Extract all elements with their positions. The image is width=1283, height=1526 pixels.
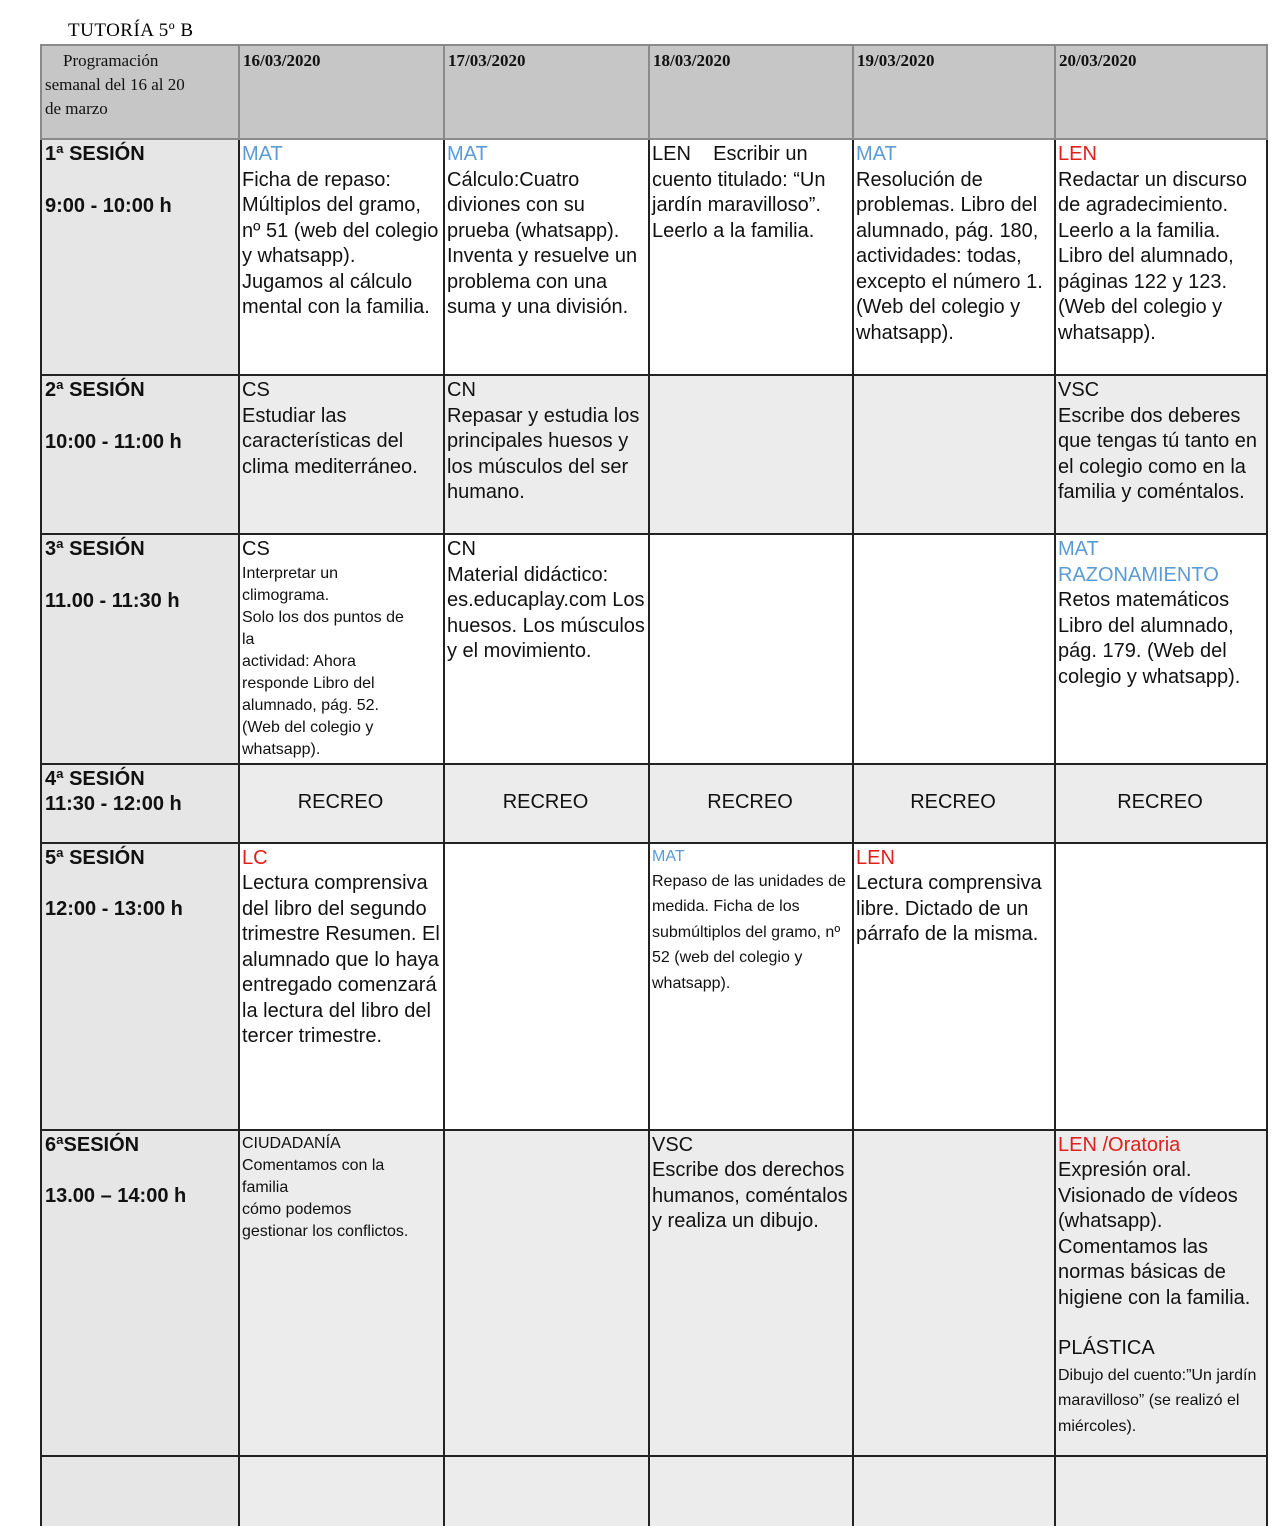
programacion-cell [41,45,239,139]
activity-cell [853,843,1055,1130]
activity-line: climograma. [242,586,330,604]
subject-label: LEN [652,143,691,165]
activity-cell-empty [853,1130,1055,1456]
empty-row [41,1456,1267,1526]
activity-cell-empty [1055,843,1267,1130]
date-header: 19/03/2020 [853,45,1055,139]
session-time: 13.00 – 14:00 h [45,1185,187,1207]
activity-cell [444,139,649,375]
subject-label: MAT [447,143,488,165]
activity-cell [1055,534,1267,764]
activity-text: Cálculo:Cuatro diviones con su prueba (whatsapp). Inventa y resuelve un problema con una suma y una división. [447,168,638,318]
activity-cell [239,843,444,1130]
session-name: 5ª SESIÓN [45,846,145,869]
subject-label: MAT RAZONAMIENTO [1058,538,1219,586]
subject-label: LEN [856,846,895,869]
activity-text: Dibujo del cuento:”Un jardín maravilloso” (se realizó el miércoles). [1058,1366,1257,1435]
recreo-label: RECREO [1055,764,1267,843]
activity-cell-empty [649,1456,853,1526]
session-row-recreo [41,764,1267,843]
weekly-schedule-table [40,44,1268,1526]
session-row [41,534,1267,764]
session-row [41,375,1267,534]
activity-cell-empty [444,1456,649,1526]
activity-cell-empty [649,534,853,764]
activity-cell-empty [239,1456,444,1526]
session-label-cell-empty [41,1456,239,1526]
activity-cell-empty [649,375,853,534]
activity-cell-empty [1055,1456,1267,1526]
activity-text: Estudiar las características del clima mediterráneo. [242,404,418,478]
session-label-cell [41,534,239,764]
activity-cell [853,139,1055,375]
activity-cell-empty [853,534,1055,764]
session-name: 3ª SESIÓN [45,538,145,560]
activity-cell [239,139,444,375]
subject-label: MAT [856,143,897,165]
activity-line: (Web del colegio y [242,718,374,736]
subject-label: CIUDADANÍA [242,1134,341,1152]
activity-cell-empty [853,1456,1055,1526]
session-row [41,1130,1267,1456]
session-time: 10:00 - 11:00 h [45,430,182,453]
activity-line: cómo podemos [242,1200,352,1218]
session-time: 11:30 - 12:00 h [45,793,182,815]
activity-text: Ficha de repaso: Múltiplos del gramo, nº 51 (web del colegio y whatsapp). Jugamos al cálculo mental con la familia. [242,168,439,318]
activity-line: alumnado, pág. 52. [242,696,379,714]
activity-line: Interpretar un [242,564,339,582]
activity-cell-empty [444,1130,649,1456]
activity-line: actividad: Ahora [242,652,356,670]
subject-label: LC [242,846,268,869]
activity-cell-empty [444,843,649,1130]
activity-cell [1055,375,1267,534]
subject-label: LEN /Oratoria [1058,1133,1181,1156]
activity-line: whatsapp). [242,740,321,758]
session-row [41,139,1267,375]
activity-text: Retos matemáticos Libro del alumnado, pág. 179. (Web del colegio y whatsapp). [1058,589,1241,688]
activity-cell [444,375,649,534]
activity-line: gestionar los conflictos. [242,1222,409,1240]
recreo-label: RECREO [853,764,1055,843]
activity-cell [239,534,444,764]
session-time: 9:00 - 10:00 h [45,194,172,217]
activity-cell [1055,139,1267,375]
date-header: 16/03/2020 [239,45,444,139]
date-header: 20/03/2020 [1055,45,1267,139]
session-time: 11.00 - 11:30 h [45,589,180,612]
activity-cell [649,139,853,375]
session-name: 6ªSESIÓN [45,1133,140,1156]
subject-label: PLÁSTICA [1058,1337,1155,1359]
recreo-label: RECREO [239,764,444,843]
activity-cell [239,1130,444,1456]
activity-text: Material didáctico: es.educaplay.com Los huesos. Los músculos y el movimiento. [447,563,645,662]
activity-cell [649,1130,853,1456]
activity-cell [444,534,649,764]
session-label-cell [41,375,239,534]
document-title: TUTORÍA 5º B [68,20,194,41]
activity-text: Lectura comprensiva libre. Dictado de un párrafo de la misma. [856,872,1042,945]
activity-text: Escribe dos derechos humanos, coméntalos y realiza un dibujo. [652,1159,848,1232]
activity-cell [1055,1130,1267,1456]
session-label-cell [41,1130,239,1456]
session-row [41,843,1267,1130]
subject-label: VSC [1058,379,1100,401]
date-header: 17/03/2020 [444,45,649,139]
header-row [41,45,1267,139]
activity-line: responde Libro del [242,674,375,692]
activity-text: Redactar un discurso de agradecimiento. Leerlo a la familia. Libro del alumnado, páginas 122 y 123. (Web del colegio y whatsapp). [1058,168,1247,344]
subject-label: VSC [652,1133,694,1156]
date-header: 18/03/2020 [649,45,853,139]
session-label-cell [41,139,239,375]
activity-text: Lectura comprensiva del libro del segundo trimestre Resumen. El alumnado que lo haya entregado comenzará la lectura del libro del tercer trimestre. [242,872,440,1047]
programacion-line: semanal del 16 al 20 [45,75,185,94]
activity-text: Escribe dos deberes que tengas tú tanto en el colegio como en la familia y coméntalos. [1058,404,1258,503]
activity-cell [239,375,444,534]
activity-text: Repaso de las unidades de medida. Ficha de los submúltiplos del gramo, nº 52 (web del colegio y whatsapp). [652,872,846,992]
session-name: 4ª SESIÓN [45,767,145,790]
session-name: 1ª SESIÓN [45,143,145,165]
session-name: 2ª SESIÓN [45,379,145,401]
subject-label: CN [447,538,476,560]
activity-line: la [242,630,255,648]
subject-label: CS [242,538,270,560]
session-time: 12:00 - 13:00 h [45,898,183,920]
activity-text: Resolución de problemas. Libro del alumnado, pág. 180, actividades: todas, excepto el número 1. (Web del colegio y whatsapp). [856,168,1043,344]
activity-line: Solo los dos puntos de [242,608,404,626]
subject-label: MAT [242,143,283,165]
subject-label: CS [242,379,270,401]
subject-label: LEN [1058,143,1097,165]
activity-text: Expresión oral. Visionado de vídeos (whatsapp). Comentamos las normas básicas de higiene con la familia. [1058,1159,1251,1309]
activity-text: Repasar y estudia los principales huesos y los músculos del ser humano. [447,404,640,503]
session-label-cell [41,843,239,1130]
subject-label: MAT [652,847,685,865]
session-label-cell [41,764,239,843]
recreo-label: RECREO [444,764,649,843]
programacion-line: Programación [63,51,159,70]
spacer [1058,1311,1264,1336]
activity-line: Comentamos con la [242,1156,385,1174]
activity-cell [649,843,853,1130]
subject-label: CN [447,379,476,401]
activity-line: familia [242,1178,289,1196]
activity-cell-empty [853,375,1055,534]
recreo-label: RECREO [649,764,853,843]
programacion-line: de marzo [45,99,108,118]
activity-text: Escribir un cuento titulado: “Un jardín maravilloso”. Leerlo a la familia. [652,143,826,242]
